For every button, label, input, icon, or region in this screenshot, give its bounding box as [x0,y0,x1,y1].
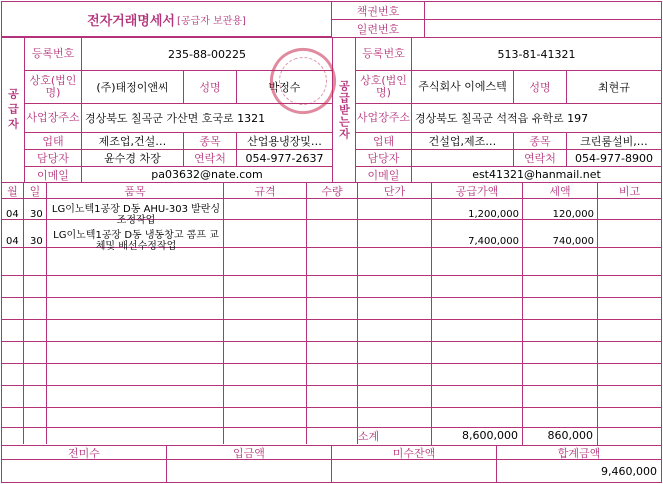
supplier-rep: 박정수 [236,70,333,104]
item-supply: 1,200,000 [468,209,519,220]
buyer-tel: 054-977-8900 [566,149,662,167]
supplier-name-label: 상호(법인명) [24,70,82,104]
item-name: LG이노텍1공장 D동 AHU-303 발란싱 조정작업 [51,204,221,226]
item-day: 30 [30,236,43,247]
unpaid-label: 미수잔액 [331,445,497,460]
buyer-addr: 경상북도 칠곡군 석적읍 유학로 197 [411,103,662,133]
supplier-rep-label: 성명 [183,70,237,104]
buyer-addr-label: 사업장주소 [355,103,412,133]
total-label: 합계금액 [496,445,662,460]
serial-no-value [424,19,662,38]
table-row [1,364,662,386]
supplier-addr: 경상북도 칠곡군 가산면 호국로 1321 [81,103,333,133]
buyer-email-label: 이메일 [355,166,412,183]
col-supply: 공급가액 [431,182,523,199]
prev-balance-value [1,459,167,483]
item-supply: 7,400,000 [468,236,519,247]
buyer-type-label: 종목 [513,132,567,150]
item-day: 30 [30,209,43,220]
supplier-email: pa03632@nate.com [81,166,333,183]
supplier-addr-label: 사업장주소 [24,103,82,133]
supplier-side-text: 공급자 [6,87,20,133]
supplier-biz: 제조업,건설… [81,132,184,150]
col-item: 품목 [46,182,224,199]
buyer-side-text: 공급받는자 [337,80,351,140]
table-row [1,298,662,320]
buyer-reg-label: 등록번호 [355,37,412,71]
buyer-type: 크린룸설비,… [566,132,662,150]
serial-no-label: 일련번호 [331,19,425,38]
received-label: 입금액 [166,445,332,460]
total-value: 9,460,000 [496,459,662,483]
subtotal-supply: 8,600,000 [431,426,523,446]
item-month: 04 [6,236,19,247]
title-cell [1,1,332,37]
buyer-rep: 최현규 [566,70,662,104]
supplier-mgr: 윤수경 차장 [81,149,184,167]
prev-balance-label: 전미수 [1,445,167,460]
col-tax: 세액 [522,182,598,199]
book-no-label: 책권번호 [331,1,425,20]
supplier-reg-label: 등록번호 [24,37,82,71]
table-row [1,276,662,298]
buyer-tel-label: 연락처 [513,149,567,167]
supplier-type-label: 종목 [183,132,237,150]
supplier-type: 산업용냉장및… [236,132,333,150]
supplier-tel-label: 연락처 [183,149,237,167]
col-note: 비고 [597,182,662,199]
item-tax: 740,000 [552,236,594,247]
subtotal-label: 소계 [306,426,432,446]
buyer-reg-no: 513-81-41321 [411,37,662,71]
table-row [1,254,662,276]
col-unit-price: 단가 [357,182,432,199]
table-row [1,386,662,408]
col-day: 일 [23,182,47,199]
supplier-reg-no: 235-88-00225 [81,37,333,71]
supplier-mgr-label: 담당자 [24,149,82,167]
buyer-mgr [411,149,514,167]
table-row [1,320,662,342]
buyer-name-label: 상호(법인명) [355,70,412,104]
item-name: LG이노텍1공장 D동 냉동창고 콤프 교체및 배선수정작업 [53,230,219,252]
table-row [1,406,662,428]
supplier-email-label: 이메일 [24,166,82,183]
col-qty: 수량 [306,182,358,199]
supplier-biz-label: 업태 [24,132,82,150]
buyer-biz-label: 업태 [355,132,412,150]
table-row [1,342,662,364]
item-tax: 120,000 [552,209,594,220]
received-value [166,459,332,483]
buyer-name: 주식회사 이에스텍 [411,70,514,104]
supplier-tel: 054-977-2637 [236,149,333,167]
subtotal-tax: 860,000 [522,426,598,446]
book-no-value [424,1,662,20]
col-month: 월 [1,182,24,199]
document-title: 전자거래명세서 [87,13,175,29]
col-spec: 규격 [223,182,307,199]
supplier-side-label [1,37,25,183]
buyer-side-label [332,37,356,183]
buyer-email: est41321@hanmail.net [411,166,662,183]
buyer-mgr-label: 담당자 [355,149,412,167]
unpaid-value [331,459,497,483]
supplier-name: (주)태정이앤씨 [81,70,184,104]
item-month: 04 [6,209,19,220]
buyer-biz: 건설업,제조… [411,132,514,150]
document-title-note: [공급자 보관용] [176,15,246,27]
buyer-rep-label: 성명 [513,70,567,104]
